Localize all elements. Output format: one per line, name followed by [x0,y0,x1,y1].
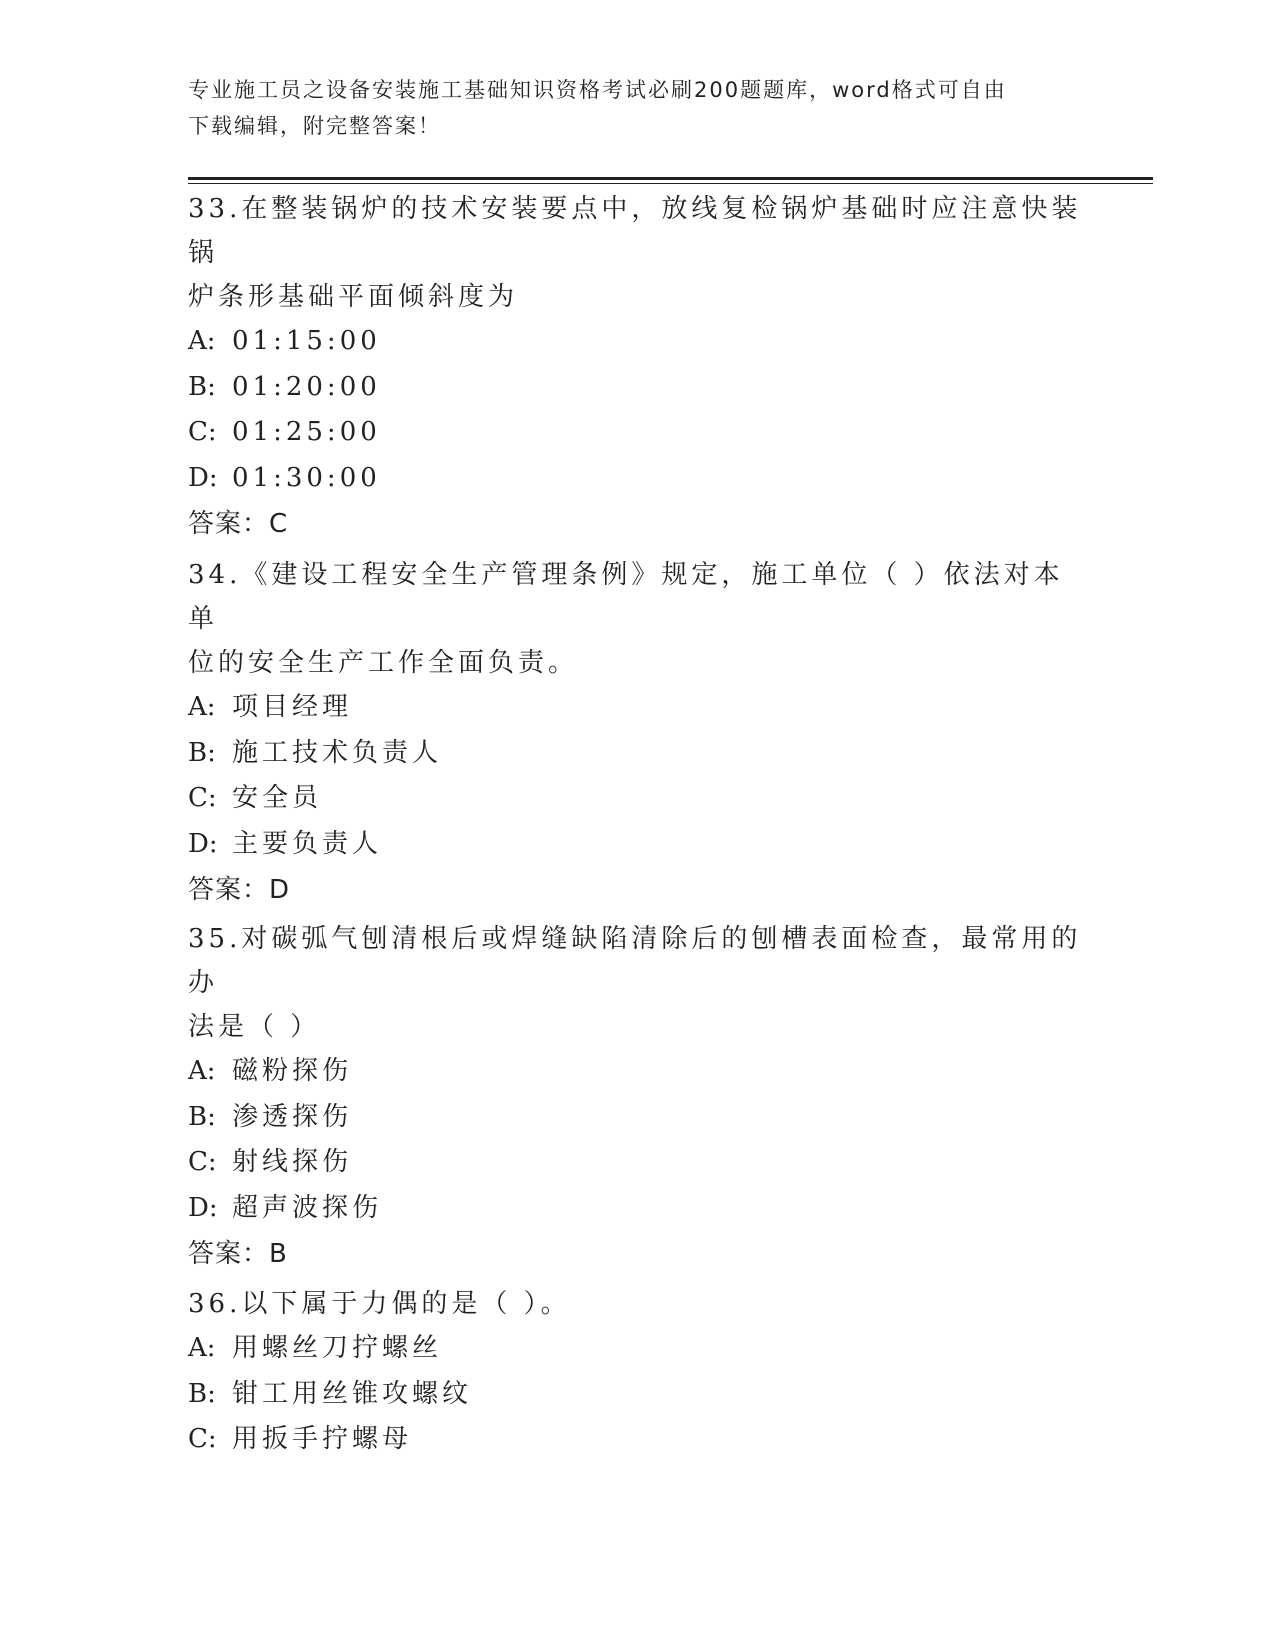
question-stem [188,187,1088,319]
option-d [188,456,1088,502]
option-text: 射线探伤 [232,1147,353,1177]
question-stem-line-2: 炉条形基础平面倾斜度为 [188,282,519,312]
option-letter: B: [188,737,216,768]
option-d [188,1186,1088,1232]
option-text: 01:30:00 [232,462,381,493]
option-b [188,1372,1088,1418]
option-b [188,1095,1088,1141]
question-stem [188,553,1088,685]
option-text: 01:25:00 [232,417,381,447]
question-stem-line-1: 36.以下属于力偶的是（ ）。 [188,1289,571,1319]
question-stem [188,917,1088,1049]
option-text: 超声波探伤 [232,1192,383,1223]
option-text: 01:15:00 [232,326,381,356]
header-line-1: 专业施工员之设备安装施工基础知识资格考试必刷200题题库，word格式可自由 [188,78,1007,102]
question-stem [188,1282,1088,1326]
option-letter: B: [188,1101,216,1132]
question-stem-line-1: 35.对碳弧气刨清根后或焊缝缺陷清除后的刨槽表面检查，最常用的办 [188,924,1082,998]
option-letter: C: [188,417,217,447]
option-c [188,776,1088,822]
header-divider-thin [188,183,1153,184]
option-letter: D: [188,462,218,493]
option-letter: D: [188,1192,218,1223]
answer: 答案：D [188,875,291,905]
option-letter: A: [188,1056,216,1086]
header-divider-thick [188,177,1153,180]
option-letter: A: [188,1333,216,1363]
option-c [188,410,1088,456]
option-letter: D: [188,828,218,859]
option-text: 渗透探伤 [232,1101,353,1132]
option-letter: C: [188,1147,217,1177]
question-33 [188,187,1088,547]
option-text: 主要负责人 [232,828,383,859]
question-stem-line-1: 34.《建设工程安全生产管理条例》规定，施工单位（ ）依法对本单 [188,560,1064,634]
option-d [188,822,1088,868]
option-text: 用螺丝刀拧螺丝 [232,1333,443,1363]
option-text: 01:20:00 [232,371,381,402]
answer: 答案：B [188,1239,288,1269]
option-letter: A: [188,692,216,722]
option-a [188,1326,1088,1372]
option-a [188,1049,1088,1095]
option-text: 磁粉探伤 [232,1056,353,1086]
option-a [188,685,1088,731]
option-c [188,1140,1088,1186]
document-header [188,72,1088,144]
option-b [188,365,1088,411]
option-text: 用扳手拧螺母 [232,1424,413,1454]
option-text: 钳工用丝锥攻螺纹 [232,1378,473,1409]
question-stem-line-1: 33.在整装锅炉的技术安装要点中，放线复检锅炉基础时应注意快装锅 [188,194,1082,268]
question-stem-line-2: 位的安全生产工作全面负责。 [188,648,579,678]
header-line-2: 下载编辑，附完整答案！ [188,114,441,138]
option-letter: B: [188,1378,216,1409]
option-letter: B: [188,371,216,402]
question-36 [188,1282,1088,1463]
answer: 答案：C [188,509,289,539]
option-letter: C: [188,1424,217,1454]
option-letter: A: [188,326,216,356]
question-stem-line-2: 法是（ ） [188,1012,321,1042]
option-text: 项目经理 [232,692,353,722]
option-a [188,319,1088,365]
option-b [188,731,1088,777]
option-text: 施工技术负责人 [232,737,443,768]
option-text: 安全员 [232,783,323,813]
question-35 [188,917,1088,1277]
option-letter: C: [188,783,217,813]
option-c [188,1417,1088,1463]
question-34 [188,553,1088,913]
